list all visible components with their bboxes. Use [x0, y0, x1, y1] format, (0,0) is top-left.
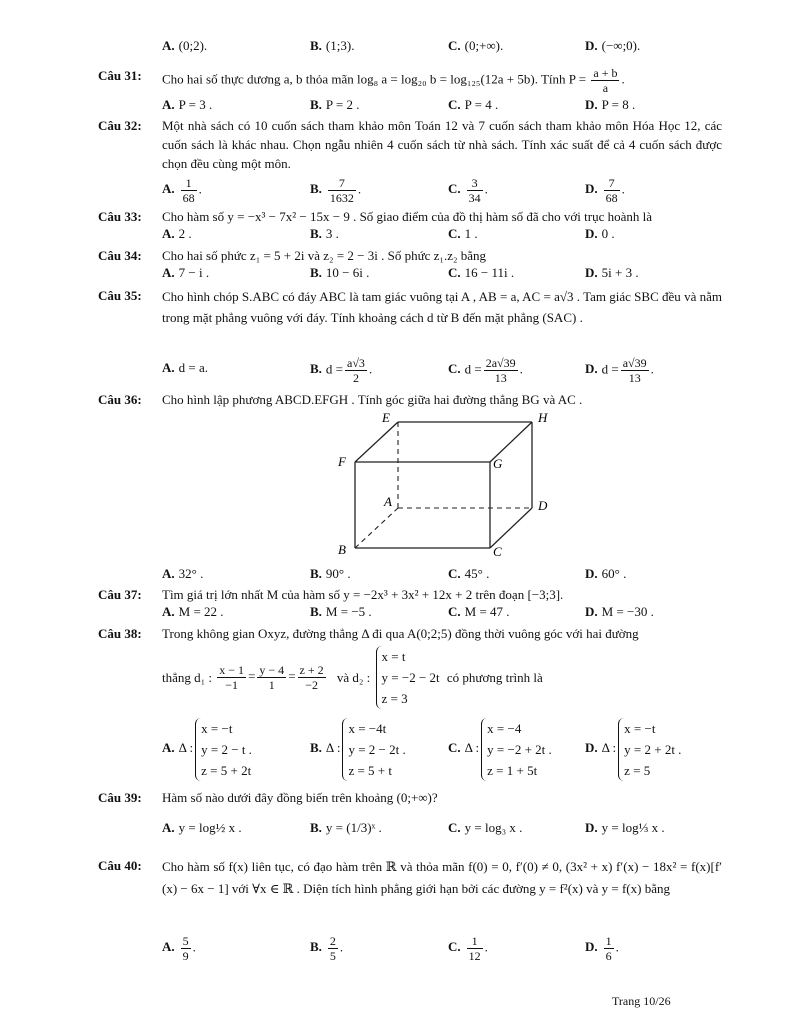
- q32-option-c[interactable]: C. $\frac{3}{34}$ .: [448, 176, 488, 205]
- vertex-a: A: [384, 494, 392, 509]
- q34-options: [162, 265, 722, 285]
- q37-option-c[interactable]: C. M = 47 .: [448, 604, 510, 619]
- q38-lines: thẳng d₁ : $\frac{x - 1}{-1}$ = $\frac{y - 4}{1}$ = $\frac{z + 2}{-2}$ và d₂ : x = t y = −2 − 2t z = 3 có phương trình là: [162, 646, 722, 710]
- q35-option-a[interactable]: A. d = a.: [162, 360, 208, 375]
- question-37: Câu 37: Tìm giá trị lớn nhất M của hàm số y = −2x³ + 3x² + 12x + 2 trên đoạn [−3;3].: [98, 587, 564, 602]
- q33-options: [162, 226, 722, 246]
- question-35: Câu 35: Cho hình chóp S.ABC có đáy ABC là tam giác vuông tại A , AB = a, AC = a√3 . Tam giác SBC đều và nằm trong mặt phẳng vuông với đáy. Tính khoảng cách d từ B đến mặt phẳng (SAC) .: [98, 288, 722, 325]
- q32-option-a[interactable]: A. $\frac{1}{68}$ .: [162, 176, 202, 205]
- q37-options: [162, 604, 722, 624]
- question-34: Câu 34: Cho hai số phức z₁ = 5 + 2i và z₂ = 2 − 3i . Số phức z₁.z₂ bằng: [98, 248, 487, 263]
- vertex-g: G: [493, 456, 503, 471]
- q35-option-b[interactable]: B. d = $\frac{a√3}{2}$ .: [310, 356, 373, 385]
- q33-option-c[interactable]: C. 1 .: [448, 226, 478, 241]
- q39-option-a[interactable]: A. y = log½ x .: [162, 820, 242, 835]
- vertex-f: F: [338, 454, 346, 469]
- q31-option-a[interactable]: A. P = 3 .: [162, 97, 213, 112]
- q33-option-d[interactable]: D. 0 .: [585, 226, 615, 241]
- q37-option-b[interactable]: B. M = −5 .: [310, 604, 372, 619]
- question-36: Câu 36: Cho hình lập phương ABCD.EFGH . Tính góc giữa hai đường thẳng BG và AC .: [98, 392, 583, 407]
- q31-option-d[interactable]: D. P = 8 .: [585, 97, 636, 112]
- q35-option-c[interactable]: C. d = $\frac{2a√39}{13}$ .: [448, 356, 523, 385]
- q38-option-c[interactable]: C. Δ : x = −4 y = −2 + 2t . z = 1 + 5t: [448, 716, 552, 781]
- q36-option-d[interactable]: D. 60° .: [585, 566, 627, 581]
- q31-option-b[interactable]: B. P = 2 .: [310, 97, 360, 112]
- q40-option-c[interactable]: C. $\frac{1}{12}$ .: [448, 934, 488, 963]
- q36-option-b[interactable]: B. 90° .: [310, 566, 351, 581]
- q39-option-d[interactable]: D. y = log⅓ x .: [585, 820, 665, 835]
- vertex-e: E: [382, 410, 390, 425]
- q36-option-a[interactable]: A. 32° .: [162, 566, 204, 581]
- q33-option-b[interactable]: B. 3 .: [310, 226, 339, 241]
- vertex-h: H: [538, 410, 548, 425]
- q37-option-d[interactable]: D. M = −30 .: [585, 604, 654, 619]
- q35-options: [162, 356, 722, 385]
- page-number: Trang 10/26: [612, 994, 671, 1008]
- q36-options: [162, 566, 722, 586]
- question-33: Câu 33: Cho hàm số y = −x³ − 7x² − 15x − 9 . Số giao điểm của đồ thị hàm số đã cho với trục hoành là: [98, 209, 653, 224]
- q30-options: [162, 38, 722, 58]
- q39-options: [162, 820, 722, 840]
- q40-option-a[interactable]: A. $\frac{5}{9}$ .: [162, 934, 196, 963]
- q31-options: [162, 97, 722, 117]
- cube-edge-ba-hidden: [355, 508, 398, 548]
- q34-option-c[interactable]: C. 16 − 11i .: [448, 265, 515, 280]
- question-31: Câu 31: Cho hai số thực dương a, b thỏa mãn log₈ a = log₂₀ b = log₁₂₅(12a + 5b). Tính P = $\frac{a + b}{a}$ .: [98, 66, 625, 95]
- q30-option-c[interactable]: C. (0;+∞).: [448, 38, 504, 53]
- cube-edge-fe: [355, 422, 398, 462]
- q39-option-b[interactable]: B. y = (1/3)ˣ .: [310, 820, 382, 835]
- q34-option-a[interactable]: A. 7 − i .: [162, 265, 210, 280]
- cube-figure: [330, 410, 570, 570]
- vertex-d: D: [538, 498, 548, 513]
- q34-option-d[interactable]: D. 5i + 3 .: [585, 265, 639, 280]
- q32-option-b[interactable]: B. $\frac{7}{1632}$ .: [310, 176, 362, 205]
- question-40: Câu 40: Cho hàm số f(x) liên tục, có đạo hàm trên ℝ và thỏa mãn f(0) = 0, f′(0) ≠ 0, (3x² + x) f′(x) − 18x² = f(x)[f′(x) − 6x − 1] với ∀x ∈ ℝ . Diện tích hình phẳng giới hạn bởi các đường y = f²(x) và y = f(x) bằng: [98, 858, 722, 896]
- q40-option-d[interactable]: D. $\frac{1}{6}$ .: [585, 934, 619, 963]
- q38-option-b[interactable]: B. Δ : x = −4t y = 2 − 2t . z = 5 + t: [310, 716, 406, 781]
- question-32: Câu 32: Một nhà sách có 10 cuốn sách tham khảo môn Toán 12 và 7 cuốn sách tham khảo môn Hóa Học 12, các cuốn sách là khác nhau. Chọn ngẫu nhiên 4 cuốn sách từ nhà sách. Tính xác suất để cả 4 cuốn sách được chọn đều cùng một môn.: [98, 118, 722, 171]
- q33-option-a[interactable]: A. 2 .: [162, 226, 192, 241]
- q37-option-a[interactable]: A. M = 22 .: [162, 604, 224, 619]
- q38-option-a[interactable]: A. Δ : x = −t y = 2 − t . z = 5 + 2t: [162, 716, 252, 781]
- vertex-c: C: [493, 544, 502, 559]
- q30-option-a[interactable]: A. (0;2).: [162, 38, 208, 53]
- q35-option-d[interactable]: D. d = $\frac{a√39}{13}$ .: [585, 356, 654, 385]
- q34-option-b[interactable]: B. 10 − 6i .: [310, 265, 370, 280]
- q32-options: [162, 176, 722, 205]
- q39-option-c[interactable]: C. y = log₃ x .: [448, 820, 523, 835]
- q38-options: [162, 716, 722, 780]
- q38-option-d[interactable]: D. Δ : x = −t y = 2 + 2t . z = 5: [585, 716, 681, 781]
- q31-option-c[interactable]: C. P = 4 .: [448, 97, 499, 112]
- q30-option-d[interactable]: D. (−∞;0).: [585, 38, 641, 53]
- q40-option-b[interactable]: B. $\frac{2}{5}$ .: [310, 934, 344, 963]
- q36-option-c[interactable]: C. 45° .: [448, 566, 490, 581]
- vertex-b: B: [338, 542, 346, 557]
- cube-edge-cd: [490, 508, 532, 548]
- q40-options: [162, 934, 722, 963]
- q30-option-b[interactable]: B. (1;3).: [310, 38, 355, 53]
- question-38: Câu 38: Trong không gian Oxyz, đường thẳng Δ đi qua A(0;2;5) đồng thời vuông góc với hai đường: [98, 626, 639, 641]
- q32-option-d[interactable]: D. $\frac{7}{68}$ .: [585, 176, 625, 205]
- question-39: Câu 39: Hàm số nào dưới đây đồng biến trên khoảng (0;+∞)?: [98, 790, 438, 805]
